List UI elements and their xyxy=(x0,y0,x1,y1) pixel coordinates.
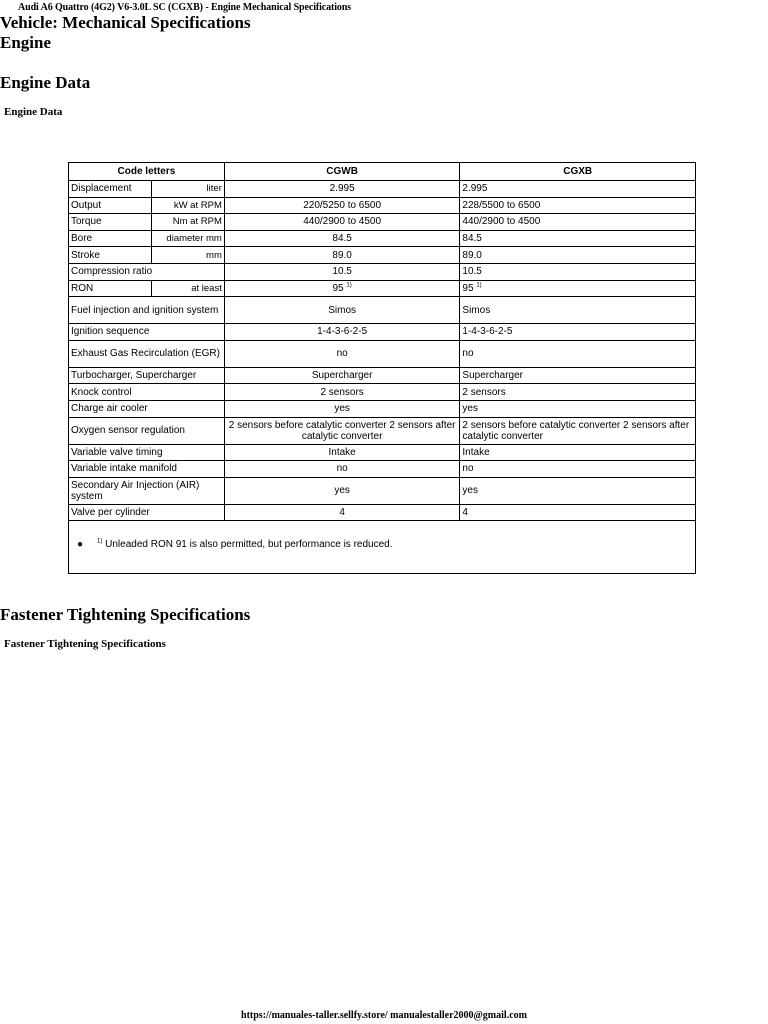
row-label: Variable intake manifold xyxy=(69,461,225,478)
row-unit: diameter mm xyxy=(151,230,224,247)
table-row xyxy=(69,367,696,384)
row-label: Valve per cylinder xyxy=(69,504,225,521)
row-label: Torque xyxy=(69,214,152,231)
cgxb-value: 95 xyxy=(462,282,474,294)
cgwb-value: 2 sensors xyxy=(224,384,460,401)
row-label: Knock control xyxy=(69,384,225,401)
table-row xyxy=(69,247,696,264)
cgwb-value: 4 xyxy=(224,504,460,521)
cgxb-value: no xyxy=(460,340,696,367)
engine-data-heading: Engine Data xyxy=(0,73,91,92)
row-unit: Nm at RPM xyxy=(151,214,224,231)
table-row xyxy=(69,504,696,521)
cgwb-value: 2.995 xyxy=(224,181,460,198)
page-footer: https://manuales-taller.sellfy.store/ manualestaller2000@gmail.com xyxy=(241,1010,527,1021)
cgxb-value: no xyxy=(460,461,696,478)
cgxb-value: 89.0 xyxy=(460,247,696,264)
row-label: Variable valve timing xyxy=(69,444,225,461)
row-label: Compression ratio xyxy=(69,263,225,280)
fastener-heading: Fastener Tightening Specifications xyxy=(0,605,251,624)
table-row xyxy=(69,263,696,280)
row-label: Displacement xyxy=(69,181,152,198)
cgxb-value: yes xyxy=(460,400,696,417)
document-title: Audi A6 Quattro (4G2) V6-3.0L SC (CGXB) - Engine Mechanical Specifications xyxy=(18,2,352,13)
cgxb-value: Supercharger xyxy=(460,367,696,384)
cgxb-value: 4 xyxy=(460,504,696,521)
table-row xyxy=(69,324,696,341)
cgwb-value: 1-4-3-6-2-5 xyxy=(224,324,460,341)
row-label: RON xyxy=(69,280,152,297)
row-label: Ignition sequence xyxy=(69,324,225,341)
engine-heading: Engine xyxy=(0,33,52,52)
cgwb-value: yes xyxy=(224,477,460,504)
fastener-subheading: Fastener Tightening Specifications xyxy=(4,638,166,650)
table-row xyxy=(69,417,696,444)
cgwb-value: 10.5 xyxy=(224,263,460,280)
engine-data-subheading: Engine Data xyxy=(4,106,63,118)
cgxb-value: 440/2900 to 4500 xyxy=(460,214,696,231)
row-label: Turbocharger, Supercharger xyxy=(69,367,225,384)
cgxb-value: 228/5500 to 6500 xyxy=(460,197,696,214)
footnote-text: Unleaded RON 91 is also permitted, but performance is reduced. xyxy=(105,539,393,550)
row-label: Oxygen sensor regulation xyxy=(69,417,225,444)
footnote-mark: 1) xyxy=(97,538,103,545)
cgwb-value: Supercharger xyxy=(224,367,460,384)
header-code-letters: Code letters xyxy=(69,163,225,181)
table-header-row xyxy=(69,163,696,181)
cgwb-value: 2 sensors before catalytic converter 2 sensors after catalytic converter xyxy=(224,417,460,444)
table-row xyxy=(69,400,696,417)
row-unit: kW at RPM xyxy=(151,197,224,214)
row-label: Secondary Air Injection (AIR) system xyxy=(69,477,225,504)
row-unit: liter xyxy=(151,181,224,198)
table-row xyxy=(69,477,696,504)
cgxb-value: Simos xyxy=(460,297,696,324)
table-row xyxy=(69,214,696,231)
header-cgxb: CGXB xyxy=(460,163,696,181)
cgxb-value: 10.5 xyxy=(460,263,696,280)
table-row xyxy=(69,181,696,198)
cgwb-value: 84.5 xyxy=(224,230,460,247)
cgxb-value-cell xyxy=(460,280,696,297)
row-label: Output xyxy=(69,197,152,214)
cgwb-value: 95 xyxy=(332,282,344,294)
row-unit: mm xyxy=(151,247,224,264)
cgxb-value: 1-4-3-6-2-5 xyxy=(460,324,696,341)
cgwb-value-cell xyxy=(224,280,460,297)
cgxb-value: 2 sensors xyxy=(460,384,696,401)
header-cgwb: CGWB xyxy=(224,163,460,181)
cgxb-value: yes xyxy=(460,477,696,504)
row-label: Stroke xyxy=(69,247,152,264)
cgwb-value: Intake xyxy=(224,444,460,461)
table-row xyxy=(69,230,696,247)
cgxb-value: Intake xyxy=(460,444,696,461)
row-label: Charge air cooler xyxy=(69,400,225,417)
bullet-icon: ● xyxy=(77,539,84,550)
engine-data-table-box xyxy=(68,162,696,574)
cgxb-value: 2.995 xyxy=(460,181,696,198)
engine-data-table xyxy=(68,162,696,521)
cgwb-value: yes xyxy=(224,400,460,417)
cgwb-value: 220/5250 to 6500 xyxy=(224,197,460,214)
cgwb-value: 89.0 xyxy=(224,247,460,264)
cgxb-value: 84.5 xyxy=(460,230,696,247)
table-row xyxy=(69,444,696,461)
table-row xyxy=(69,461,696,478)
footnote-ref: 1) xyxy=(476,282,482,289)
table-row xyxy=(69,280,696,297)
row-label: Bore xyxy=(69,230,152,247)
row-label: Fuel injection and ignition system xyxy=(69,297,225,324)
table-row xyxy=(69,297,696,324)
cgxb-value: 2 sensors before catalytic converter 2 sensors after catalytic converter xyxy=(460,417,696,444)
vehicle-heading: Vehicle: Mechanical Specifications xyxy=(0,13,251,32)
table-row xyxy=(69,384,696,401)
row-unit: at least xyxy=(151,280,224,297)
cgwb-value: Simos xyxy=(224,297,460,324)
cgwb-value: no xyxy=(224,340,460,367)
footnote-ref: 1) xyxy=(346,282,352,289)
table-row xyxy=(69,197,696,214)
row-label: Exhaust Gas Recirculation (EGR) xyxy=(69,340,225,367)
table-row xyxy=(69,340,696,367)
table-footnote xyxy=(77,539,393,550)
cgwb-value: no xyxy=(224,461,460,478)
cgwb-value: 440/2900 to 4500 xyxy=(224,214,460,231)
